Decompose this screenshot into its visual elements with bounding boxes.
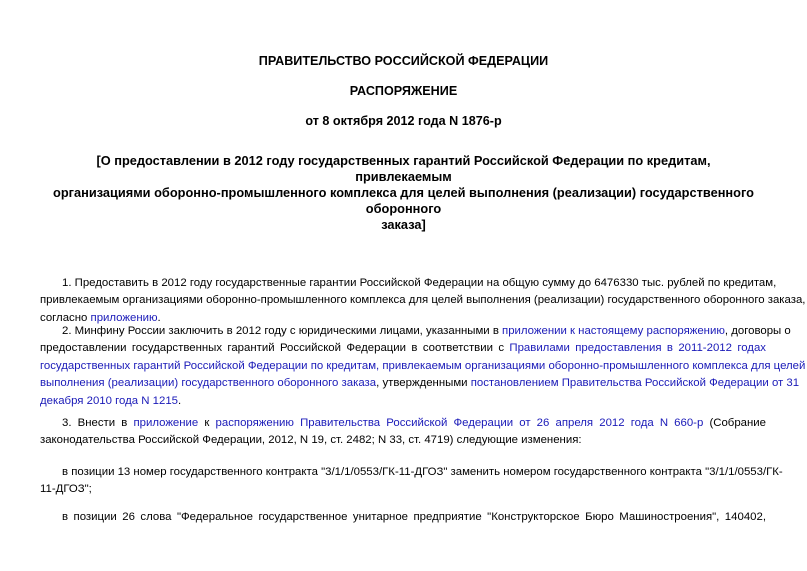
government-heading: ПРАВИТЕЛЬСТВО РОССИЙСКОЙ ФЕДЕРАЦИИ — [258, 54, 549, 68]
paragraph-line — [40, 323, 791, 340]
paragraph-2 — [40, 323, 806, 410]
text-fragment: 2. Минфину России заключить в 2012 году с юридическими лицами, указанными в — [62, 325, 503, 337]
paragraph-1 — [40, 275, 806, 327]
text-fragment: , договоры о — [724, 325, 791, 337]
text-fragment: . — [177, 394, 182, 407]
document-type-heading: РАСПОРЯЖЕНИЕ — [349, 84, 458, 98]
text-fragment: (Собрание — [703, 417, 766, 429]
rules-link[interactable]: Правилами предоставления в 2011-2012 годах — [509, 342, 766, 355]
rules-link-continued[interactable]: государственных гарантий Российской Федерации по кредитам, привлекаемым организациями оборонно-промышленного комплекса для целей — [40, 359, 806, 372]
appendix-link[interactable]: приложение — [133, 417, 199, 429]
paragraph-line: 11-ДГОЗ"; — [40, 483, 92, 496]
paragraph-line — [40, 340, 766, 357]
paragraph-4 — [40, 464, 783, 499]
text-fragment: предоставлении государственных гарантий Российской Федерации в соответствии с — [40, 342, 510, 355]
resolution-link[interactable]: постановлением Правительства Российской Федерации от 31 — [470, 377, 800, 390]
text-fragment: . — [157, 311, 161, 324]
order-660-link[interactable]: распоряжению Правительства Российской Федерации от 26 апреля 2012 года N 660-р — [215, 417, 704, 429]
paragraph-line: в позиции 26 слова "Федеральное государственное унитарное предприятие "Конструкторское Бюро Машиностроения", 140402, — [62, 511, 766, 523]
paragraph-line — [40, 375, 800, 392]
rules-link-end[interactable]: выполнения (реализации) государственного оборонного заказа — [40, 377, 377, 390]
paragraph-5 — [40, 509, 766, 526]
paragraph-line: в позиции 13 номер государственного контракта "3/1/1/0553/ГК-11-ДГОЗ" заменить номером государственного контракта "3/1/1/0553/ГК- — [62, 466, 783, 478]
paragraph-line — [40, 415, 766, 432]
document-date-number: от 8 октября 2012 года N 1876-р — [305, 114, 502, 128]
paragraph-line: привлекаемым организациями оборонно-промышленного комплекса для целей выполнения (реализации) государственного оборонного заказа, — [40, 294, 806, 307]
paragraph-3 — [40, 415, 766, 450]
appendix-link[interactable]: приложению — [90, 311, 158, 324]
text-fragment: к — [198, 417, 216, 429]
title-line: [О предоставлении в 2012 году государственных гарантий Российской Федерации по кредитам, — [96, 153, 711, 168]
title-line: привлекаемым — [355, 169, 452, 184]
title-line: оборонного — [365, 201, 442, 216]
appendix-order-link[interactable]: приложении к настоящему распоряжению — [502, 325, 725, 337]
text-fragment: 3. Внести в — [62, 417, 134, 429]
paragraph-line — [40, 393, 766, 410]
title-line: организациями оборонно-промышленного комплекса для целей выполнения (реализации) государственного — [53, 185, 754, 200]
text-fragment: , утвержденными — [376, 377, 471, 390]
paragraph-line: 1. Предоставить в 2012 году государственные гарантии Российской Федерации на общую сумму до 6476330 тыс. рублей по кредитам, — [62, 277, 777, 289]
title-line: заказа] — [381, 217, 426, 232]
resolution-link-end[interactable]: декабря 2010 года N 1215 — [40, 394, 178, 407]
document-title — [20, 153, 787, 233]
paragraph-line: законодательства Российской Федерации, 2012, N 19, ст. 2482; N 33, ст. 4719) следующие изменения: — [40, 434, 582, 447]
text-fragment: согласно — [40, 311, 91, 324]
